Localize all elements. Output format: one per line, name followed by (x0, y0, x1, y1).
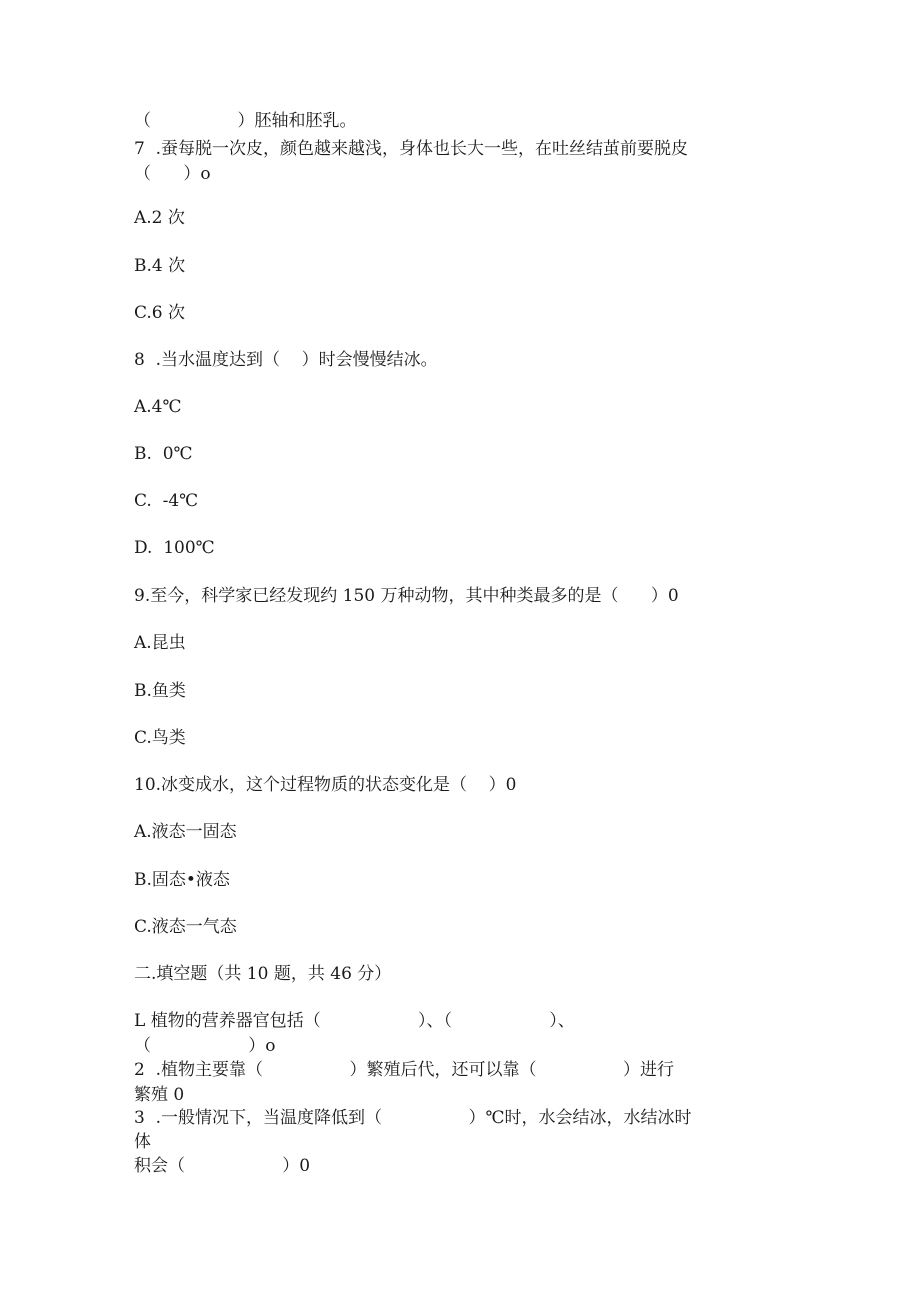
section-heading-fill-in: 二.填空题（共 10 题，共 46 分） (134, 964, 392, 984)
q8-option-d: D. 100℃ (134, 538, 215, 558)
f1-line-1: L 植物的营养器官包括（ ）、（ ）、 (134, 1011, 575, 1031)
q8-option-c: C. -4℃ (134, 491, 199, 511)
q8-option-b: B. 0℃ (134, 444, 193, 464)
f3-line-3: 积会（ ）0 (134, 1156, 311, 1176)
q9-option-c: C.鸟类 (134, 728, 186, 748)
q7-option-c: C.6 次 (134, 303, 186, 323)
q6-answer-tail: （ ）胚轴和胚乳。 (134, 111, 357, 131)
q9-stem: 9.至今，科学家已经发现约 150 万种动物，其中种类最多的是（ ）0 (134, 586, 679, 606)
q10-option-a: A.液态一固态 (134, 822, 237, 842)
f1-line-2: （ ）o (134, 1036, 276, 1056)
f3-line-2: 体 (134, 1132, 151, 1152)
q7-stem: 7 .蚕每脱一次皮，颜色越来越浅，身体也长大一些，在吐丝结茧前要脱皮 (134, 139, 689, 159)
q7-option-b: B.4 次 (134, 256, 186, 276)
q9-option-a: A.昆虫 (134, 633, 186, 653)
q10-option-b: B.固态•液态 (134, 870, 230, 890)
f3-line-1: 3 .一般情况下，当温度降低到（ ）℃时，水会结冰，水结冰时 (134, 1108, 692, 1128)
f2-line-1: 2 .植物主要靠（ ）繁殖后代，还可以靠（ ）进行 (134, 1060, 674, 1080)
q8-stem: 8 .当水温度达到（ ）时会慢慢结冰。 (134, 350, 438, 370)
q7-blank: （ ）o (134, 164, 211, 184)
q10-stem: 10.冰变成水，这个过程物质的状态变化是（ ）0 (134, 775, 517, 795)
q7-option-a: A.2 次 (134, 208, 185, 228)
q9-option-b: B.鱼类 (134, 681, 186, 701)
q10-option-c: C.液态一气态 (134, 917, 237, 937)
f2-line-2: 繁殖 0 (134, 1085, 185, 1105)
q8-option-a: A.4℃ (134, 397, 182, 417)
